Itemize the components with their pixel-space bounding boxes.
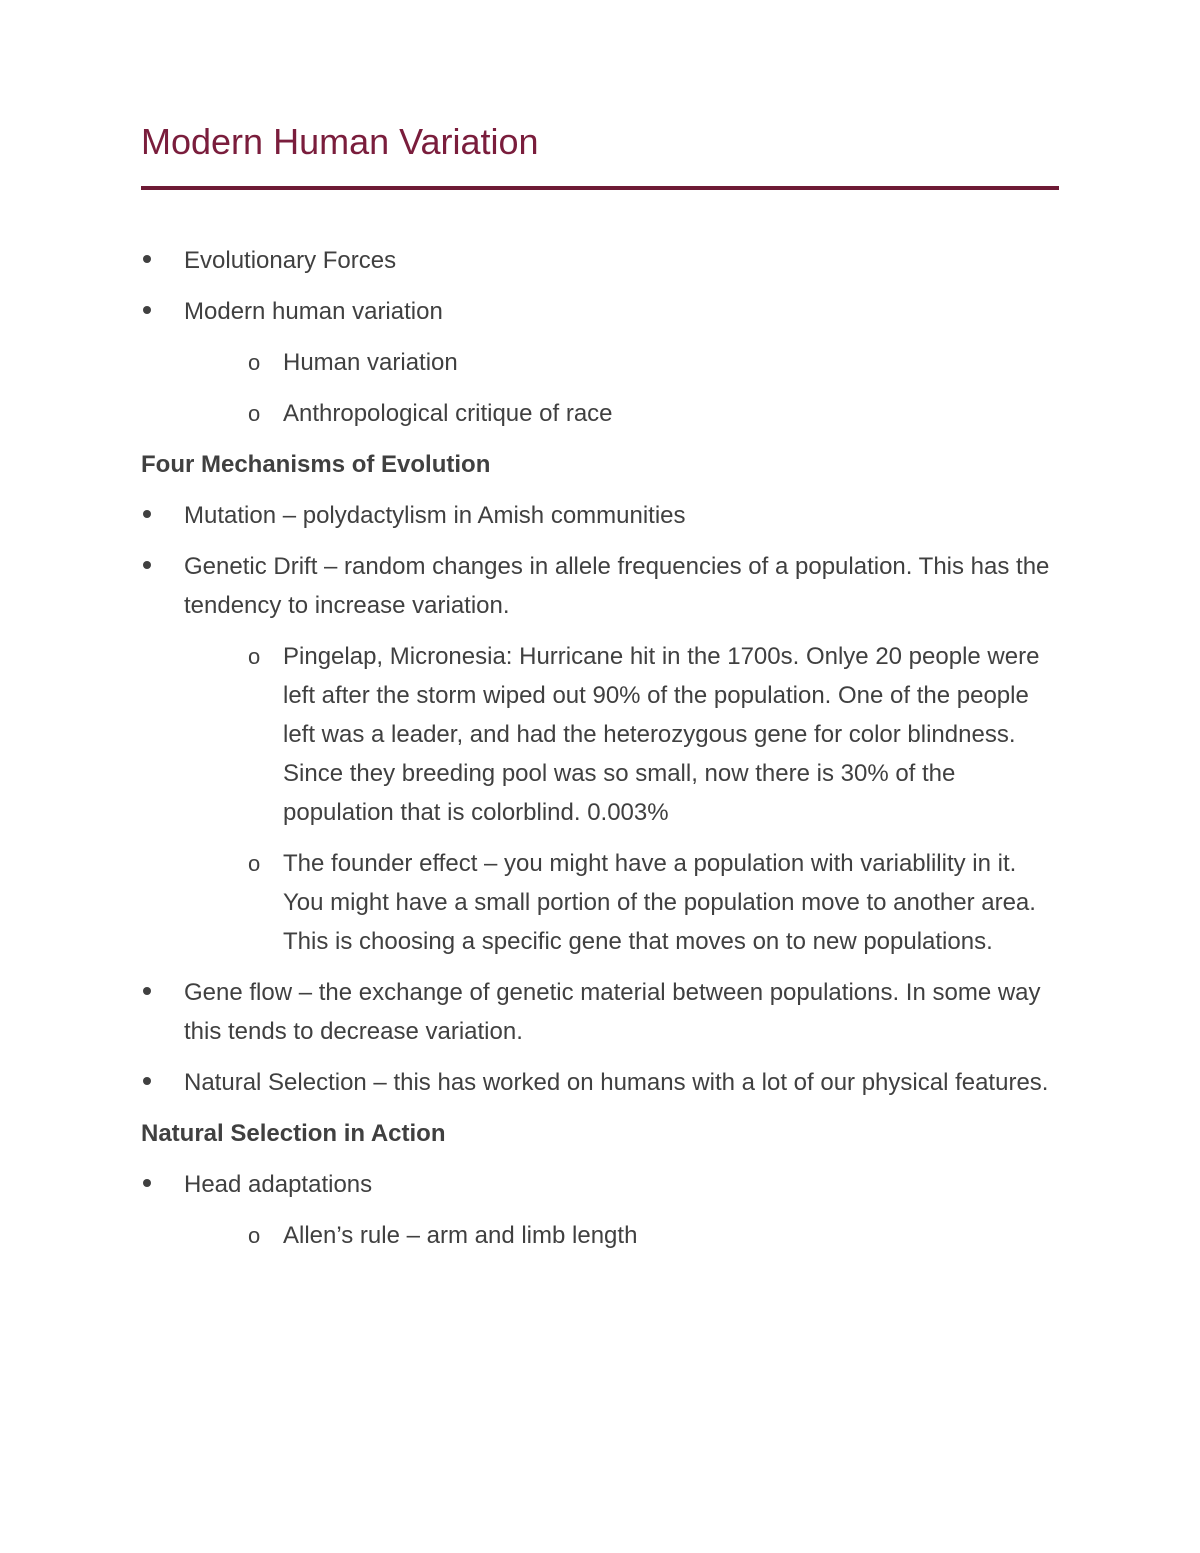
sub-list-item-text: Human variation <box>283 349 458 376</box>
bullet-icon <box>143 987 151 995</box>
bullet-icon <box>143 255 151 263</box>
sub-bullet-icon: o <box>248 350 261 375</box>
sub-list-item-text: Pingelap, Micronesia: Hurricane hit in the 1700s. Onlye 20 people were left after the storm wiped out 90% of the population. One of the people left was a leader, and had the heterozygous gene for color blindness. Since they breeding pool was so small, now there is 30% of the population that is colorblind. 0.003% <box>283 643 1040 826</box>
bullet-icon <box>143 1077 151 1085</box>
section-heading: Natural Selection in Action <box>141 1120 446 1147</box>
list-item-text: Mutation – polydactylism in Amish communities <box>184 502 686 529</box>
sub-list-item <box>141 1216 1059 1255</box>
title-divider <box>141 186 1059 190</box>
bullet-icon <box>143 561 151 569</box>
bullet-icon <box>143 1179 151 1187</box>
sub-list-item-text: Allen’s rule – arm and limb length <box>283 1222 638 1249</box>
list-item <box>141 547 1059 625</box>
list-item-text: Genetic Drift – random changes in allele frequencies of a population. This has the tendency to increase variation. <box>184 553 1050 619</box>
list-item-text: Modern human variation <box>184 298 443 325</box>
sub-bullet-icon: o <box>248 851 261 876</box>
list-item <box>141 1165 1059 1204</box>
bullet-icon <box>143 306 151 314</box>
document-body <box>141 241 1059 1267</box>
bullet-icon <box>143 510 151 518</box>
sub-bullet-icon: o <box>248 644 261 669</box>
sub-bullet-icon: o <box>248 401 261 426</box>
list-item-text: Evolutionary Forces <box>184 247 397 274</box>
section-heading: Four Mechanisms of Evolution <box>141 451 491 478</box>
list-item-text: Head adaptations <box>184 1171 373 1198</box>
document-title: Modern Human Variation <box>141 121 539 162</box>
list-item <box>141 1063 1059 1102</box>
sub-list-item-text: Anthropological critique of race <box>283 400 613 427</box>
sub-list-item <box>141 637 1059 832</box>
list-item-text: Natural Selection – this has worked on humans with a lot of our physical features. <box>184 1069 1049 1096</box>
sub-list-item <box>141 844 1059 961</box>
list-item <box>141 241 1059 280</box>
sub-list-item-text: The founder effect – you might have a population with variablility in it. You might have a small portion of the population move to another area. This is choosing a specific gene that moves on to new populations. <box>283 850 1036 955</box>
list-item-text: Gene flow – the exchange of genetic material between populations. In some way this tends to decrease variation. <box>184 979 1041 1045</box>
list-item <box>141 292 1059 331</box>
list-item <box>141 973 1059 1051</box>
sub-bullet-icon: o <box>248 1223 261 1248</box>
sub-list-item <box>141 343 1059 382</box>
list-item <box>141 496 1059 535</box>
sub-list-item <box>141 394 1059 433</box>
